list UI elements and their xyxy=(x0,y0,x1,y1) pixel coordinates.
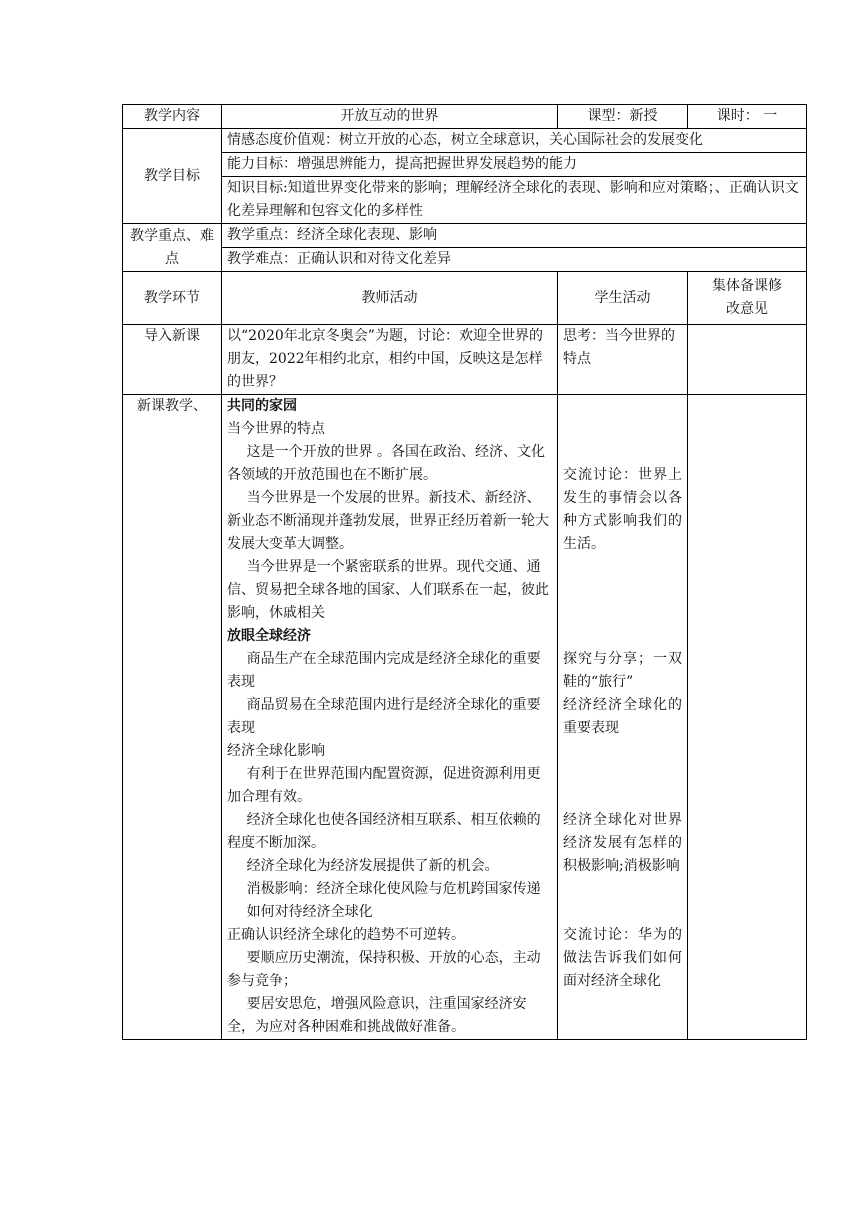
header-row xyxy=(123,105,807,129)
teacher-paragraph: 要顺应历史潮流，保持积极、开放的心态，主动参与竞争； xyxy=(227,950,541,989)
lesson-plan-table xyxy=(122,104,807,1040)
objective-row-1 xyxy=(123,129,807,153)
objective-row-3 xyxy=(123,177,807,224)
key-points-label: 教学重点、难点 xyxy=(123,224,222,272)
new-lesson-student xyxy=(558,395,688,1040)
teacher-paragraph: 消极影响：经济全球化使风险与危机跨国家传递 xyxy=(246,881,541,897)
objective-emotion: 情感态度价值观：树立开放的心态，树立全球意识，关心国际社会的发展变化 xyxy=(222,129,807,153)
student-activity-4: 经济全球化对世界经济发展有怎样的积极影响;消极影响 xyxy=(563,812,682,874)
teacher-paragraph: 当今世界的特点 xyxy=(227,421,325,437)
teacher-paragraph: 正确认识经济全球化的趋势不可逆转。 xyxy=(227,927,465,943)
lesson-hours-cell: 课时： 一 xyxy=(688,105,807,129)
key-point-row-2 xyxy=(123,248,807,272)
intro-row xyxy=(123,325,807,395)
teacher-paragraph: 有利于在世界范围内配置资源，促进资源利用更加合理有效。 xyxy=(227,766,541,805)
teacher-paragraph: 如何对待经济全球化 xyxy=(246,904,373,920)
teacher-paragraph: 商品贸易在全球范围内进行是经济全球化的重要表现 xyxy=(227,697,541,736)
teacher-paragraph: 这是一个开放的世界 。各国在政治、经济、文化各领域的开放范围也在不断扩展。 xyxy=(227,444,546,483)
teacher-paragraph: 要居安思危，增强风险意识，注重国家经济安全，为应对各种困难和挑战做好准备。 xyxy=(227,996,527,1035)
new-lesson-stage: 新课教学、 xyxy=(123,395,222,1040)
intro-teacher: 以“2020年北京冬奥会”为题，讨论：欢迎全世界的朋友，2022年相约北京，相约中国，反映这是怎样的世界？ xyxy=(222,325,558,395)
topic-cell: 开放互动的世界 xyxy=(222,105,558,129)
teacher-header: 教师活动 xyxy=(222,272,558,325)
section-heading: 共同的家园 xyxy=(227,398,297,414)
student-header: 学生活动 xyxy=(558,272,688,325)
intro-student: 思考：当今世界的特点 xyxy=(558,325,688,395)
teacher-paragraph: 当今世界是一个紧密联系的世界。现代交通、通信、贸易把全球各地的国家、人们联系在一起，彼此影响，休戚相关 xyxy=(227,559,549,621)
objectives-label: 教学目标 xyxy=(123,129,222,224)
stage-header: 教学环节 xyxy=(123,272,222,325)
student-activity-2: 探究与分享；一双鞋的“旅行” xyxy=(563,651,682,690)
teacher-paragraph: 商品生产在全球范围内完成是经济全球化的重要表现 xyxy=(227,651,541,690)
notes-header: 集体备课修改意见 xyxy=(688,272,807,325)
intro-stage: 导入新课 xyxy=(123,325,222,395)
objective-row-2 xyxy=(123,153,807,177)
teacher-paragraph: 经济全球化为经济发展提供了新的机会。 xyxy=(246,858,499,874)
key-difficulty: 教学难点：正确认识和对待文化差异 xyxy=(222,248,807,272)
objective-knowledge: 知识目标:知道世界变化带来的影响；理解经济全球化的表现、影响和应对策略；、正确认识文化差异理解和包容文化的多样性 xyxy=(222,177,807,224)
new-lesson-row xyxy=(123,395,807,1040)
student-activity-1: 交流讨论：世界上发生的事情会以各种方式影响我们的生活。 xyxy=(563,467,682,552)
teacher-paragraph: 经济全球化影响 xyxy=(227,743,325,759)
intro-notes xyxy=(688,325,807,395)
teacher-paragraph: 当今世界是一个发展的世界。新技术、新经济、新业态不断涌现并蓬勃发展，世界正经历着新一轮大发展大变革大调整。 xyxy=(227,490,549,552)
key-focus: 教学重点：经济全球化表现、影响 xyxy=(222,224,807,248)
new-lesson-teacher xyxy=(222,395,558,1040)
teacher-paragraph: 经济全球化也使各国经济相互联系、相互依赖的程度不断加深。 xyxy=(227,812,541,851)
section-heading: 放眼全球经济 xyxy=(227,628,311,644)
content-label: 教学内容 xyxy=(123,105,222,129)
objective-ability: 能力目标：增强思辨能力，提高把握世界发展趋势的能力 xyxy=(222,153,807,177)
student-activity-5: 交流讨论：华为的做法告诉我们如何面对经济全球化 xyxy=(563,927,682,989)
lesson-type-cell: 课型：新授 xyxy=(558,105,688,129)
key-point-row-1 xyxy=(123,224,807,248)
student-activity-3: 经济经济全球化的重要表现 xyxy=(563,697,682,736)
new-lesson-notes xyxy=(688,395,807,1040)
column-header-row xyxy=(123,272,807,325)
